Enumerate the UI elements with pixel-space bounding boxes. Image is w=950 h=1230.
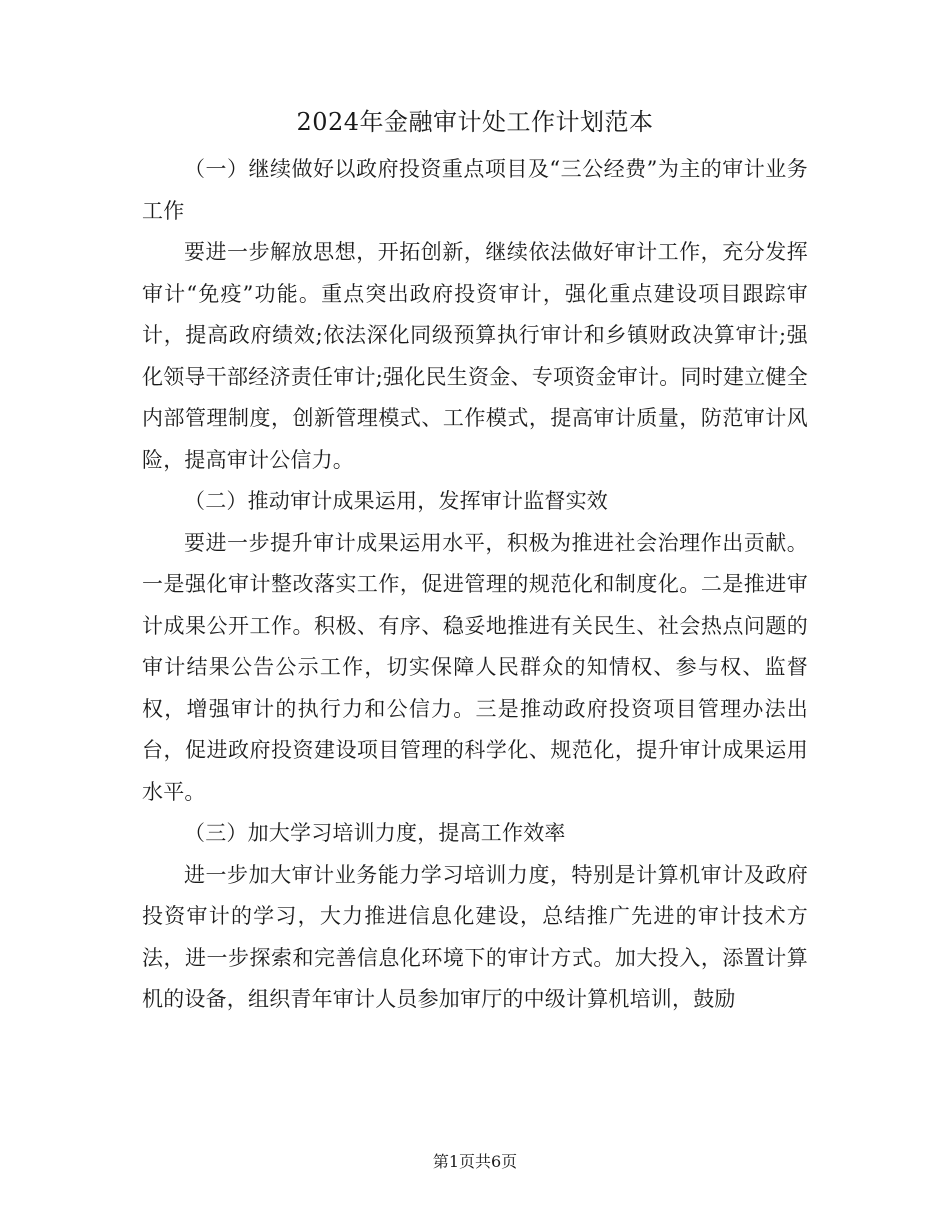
body-paragraph-3: 进一步加大审计业务能力学习培训力度，特别是计算机审计及政府投资审计的学习，大力推进信息化建设，总结推广先进的审计技术方法，进一步探索和完善信息化环境下的审计方式。加大投入，添置计算机的设备，组织青年审计人员参加审厅的中级计算机培训，鼓励: [142, 862, 808, 1011]
section-heading-2: （二）推动审计成果运用，发挥审计监督实效: [184, 489, 608, 513]
section-heading-1: （一）继续做好以政府投资重点项目及“三公经费”为主的审计业务工作: [142, 157, 808, 223]
body-paragraph-2: 要进一步提升审计成果运用水平，积极为推进社会治理作出贡献。一是强化审计整改落实工作，促进管理的规范化和制度化。二是推进审计成果公开工作。积极、有序、稳妥地推进有关民生、社会热点问题的审计结果公告公示工作，切实保障人民群众的知情权、参与权、监督权，增强审计的执行力和公信力。三是推动政府投资项目管理办法出台，促进政府投资建设项目管理的科学化、规范化，提升审计成果运用水平。: [142, 530, 808, 804]
document-body: [142, 149, 808, 1021]
page-number-footer: 第1页共6页: [432, 1152, 518, 1171]
document-title: 2024年金融审计处工作计划范本: [296, 108, 654, 136]
section-heading-3: （三）加大学习培训力度，提高工作效率: [184, 821, 566, 845]
body-paragraph-1: 要进一步解放思想，开拓创新，继续依法做好审计工作，充分发挥审计“免疫”功能。重点突出政府投资审计，强化重点建设项目跟踪审计，提高政府绩效;依法深化同级预算执行审计和乡镇财政决算审计;强化领导干部经济责任审计;强化民生资金、专项资金审计。同时建立健全内部管理制度，创新管理模式、工作模式，提高审计质量，防范审计风险，提高审计公信力。: [142, 240, 808, 472]
